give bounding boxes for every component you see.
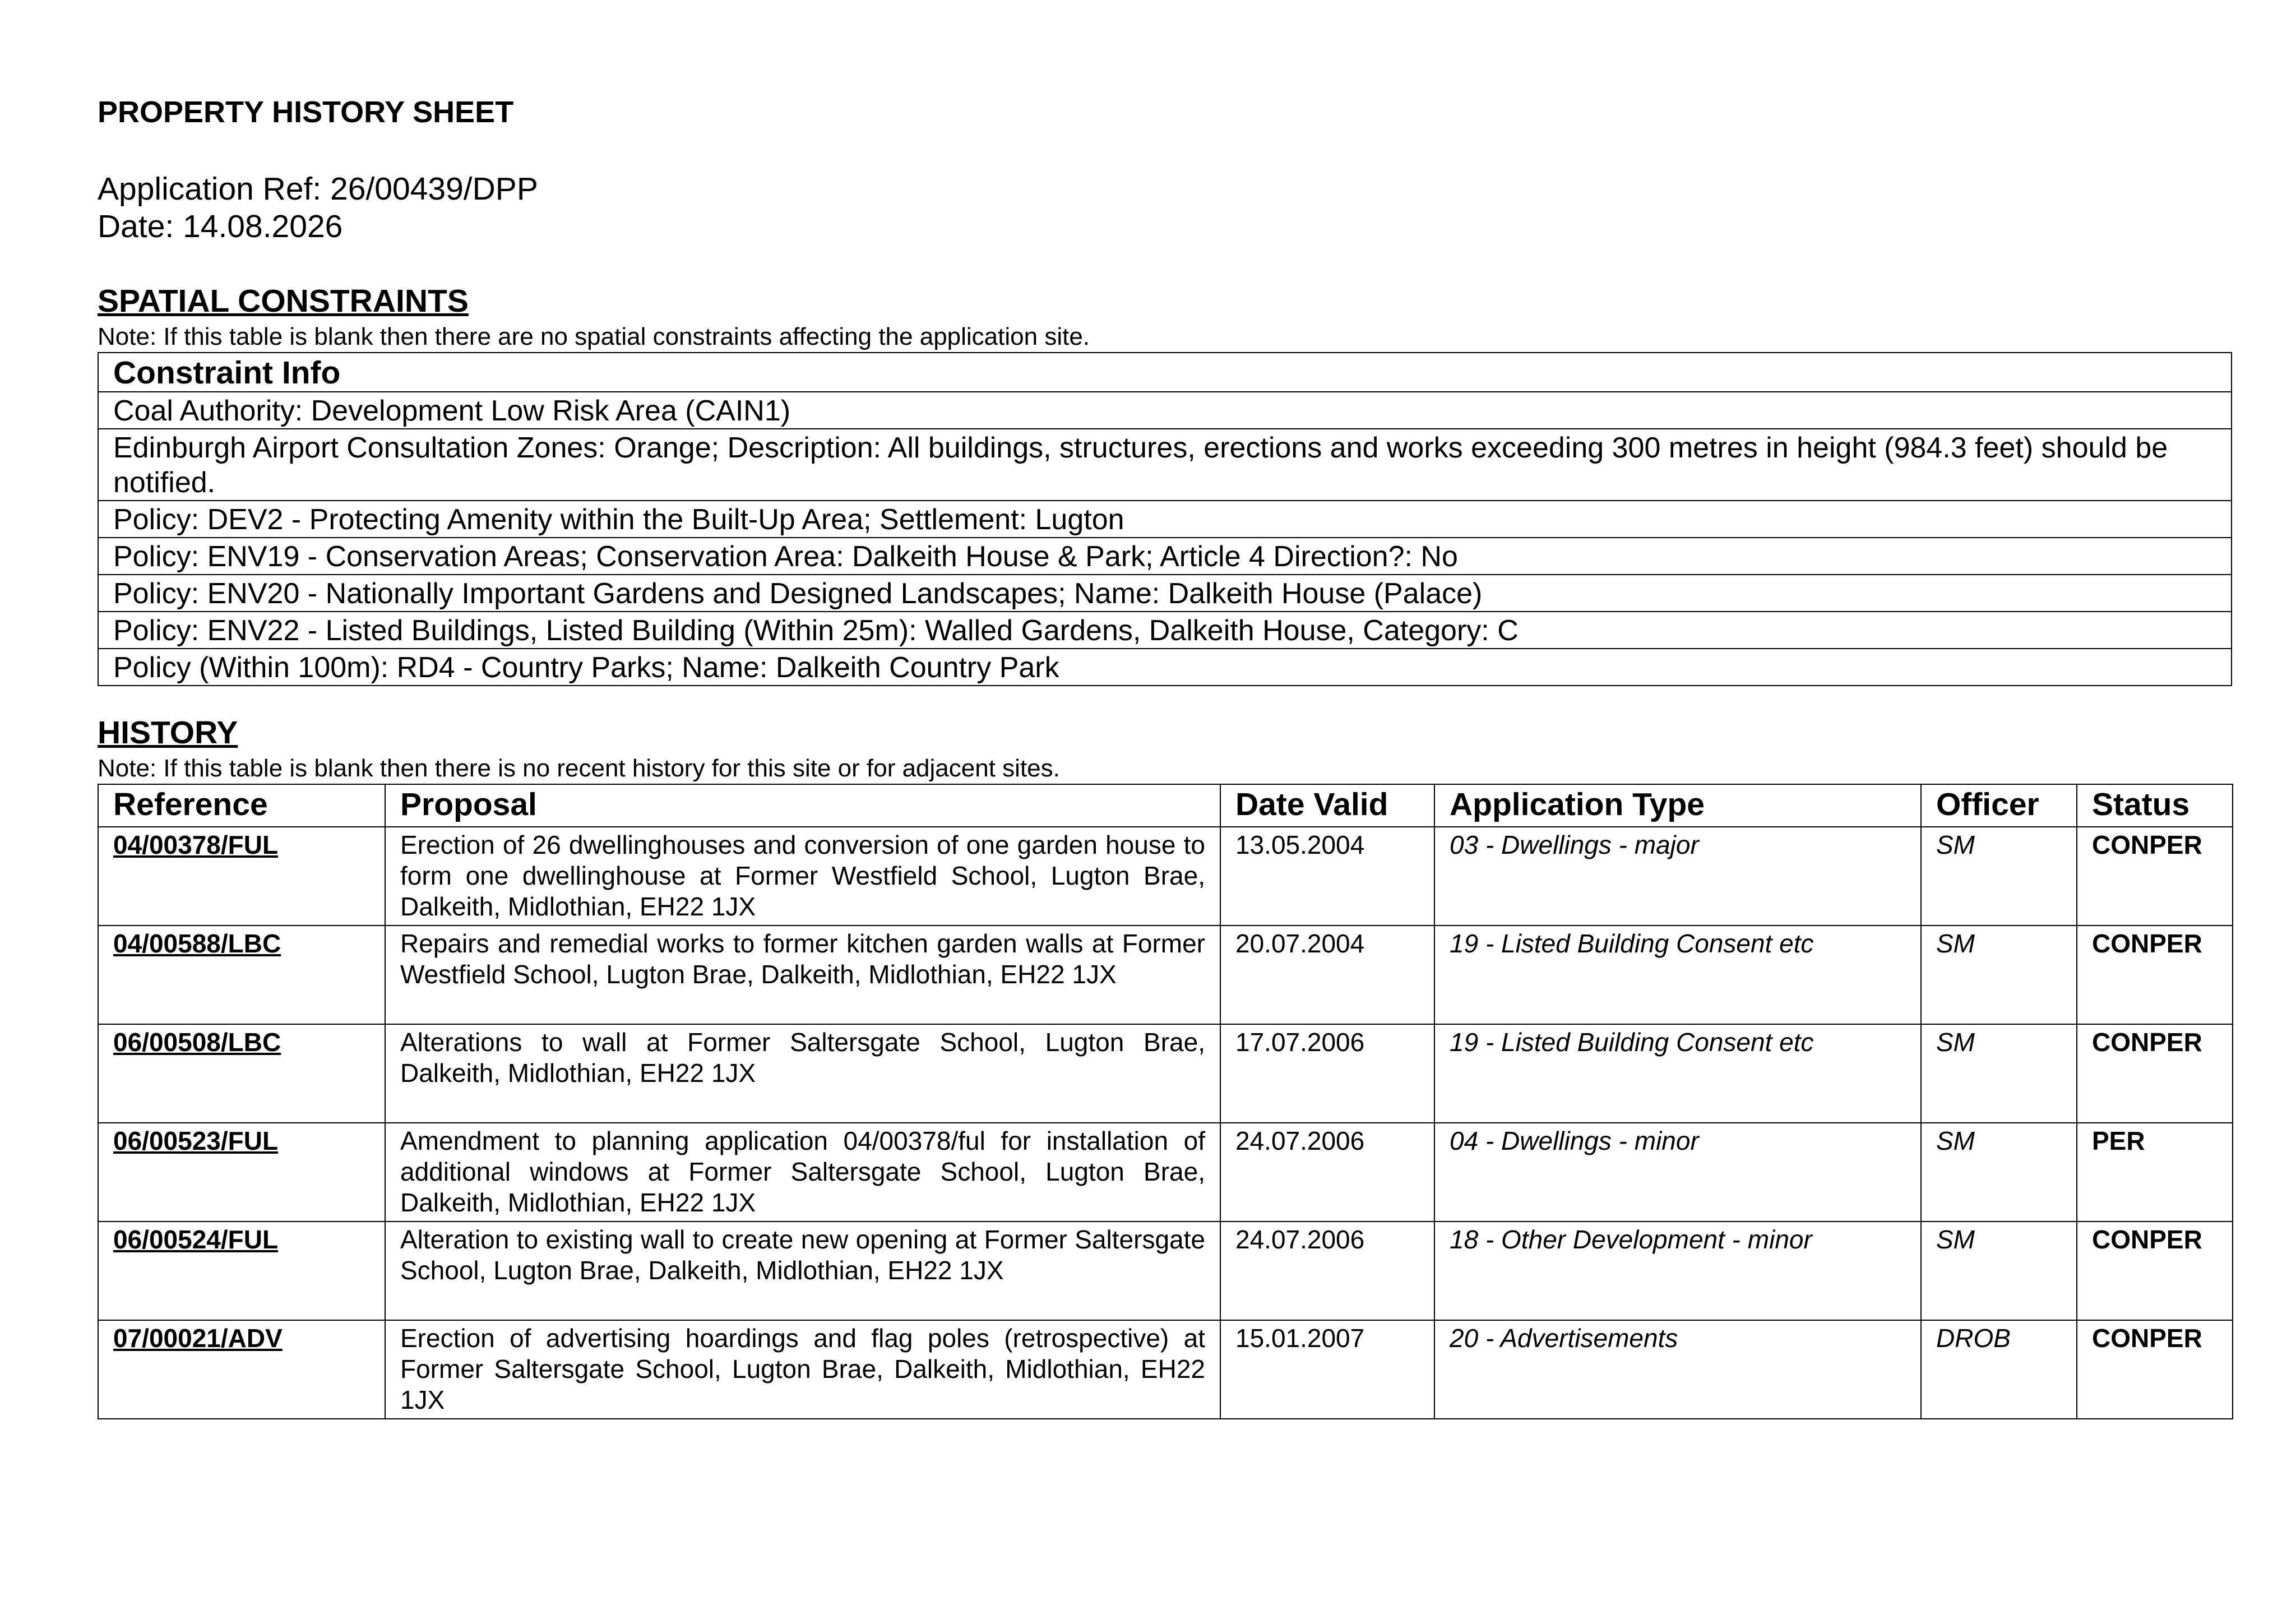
table-row — [98, 1320, 2233, 1419]
reference-link[interactable]: 07/00021/ADV — [98, 1320, 385, 1419]
spatial-constraints-heading: SPATIAL CONSTRAINTS — [98, 283, 469, 319]
reference-link[interactable]: 06/00523/FUL — [98, 1123, 385, 1222]
application-type-cell: 20 - Advertisements — [1434, 1320, 1921, 1419]
reference-header: Reference — [98, 784, 385, 827]
officer-cell: DROB — [1921, 1320, 2077, 1419]
document-title: PROPERTY HISTORY SHEET — [98, 95, 514, 129]
constraint-cell: Policy: DEV2 - Protecting Amenity within the Built-Up Area; Settlement: Lugton — [98, 501, 2232, 538]
status-cell: CONPER — [2077, 1320, 2233, 1419]
constraint-info-header: Constraint Info — [98, 353, 2232, 392]
history-header-row — [98, 784, 2233, 827]
application-type-cell: 18 - Other Development - minor — [1434, 1222, 1921, 1320]
table-row — [98, 926, 2233, 1024]
status-header: Status — [2077, 784, 2233, 827]
reference-link[interactable]: 04/00378/FUL — [98, 827, 385, 926]
table-row — [98, 649, 2232, 686]
status-cell: PER — [2077, 1123, 2233, 1222]
constraint-cell: Coal Authority: Development Low Risk Area (CAIN1) — [98, 392, 2232, 429]
spatial-constraints-note: Note: If this table is blank then there are no spatial constraints affecting the application site. — [98, 323, 1090, 350]
application-type-cell: 04 - Dwellings - minor — [1434, 1123, 1921, 1222]
proposal-cell: Alteration to existing wall to create new opening at Former Saltersgate School, Lugton Brae, Dalkeith, Midlothian, EH22 1JX — [385, 1222, 1220, 1320]
date-valid-cell: 24.07.2006 — [1220, 1123, 1434, 1222]
table-row — [98, 612, 2232, 649]
officer-cell: SM — [1921, 1123, 2077, 1222]
history-note: Note: If this table is blank then there is no recent history for this site or for adjacent sites. — [98, 755, 1060, 782]
reference-link[interactable]: 04/00588/LBC — [98, 926, 385, 1024]
application-type-header: Application Type — [1434, 784, 1921, 827]
constraint-cell: Policy: ENV20 - Nationally Important Gardens and Designed Landscapes; Name: Dalkeith House (Palace) — [98, 575, 2232, 612]
officer-cell: SM — [1921, 1024, 2077, 1123]
officer-cell: SM — [1921, 1222, 2077, 1320]
table-row — [98, 1222, 2233, 1320]
officer-cell: SM — [1921, 827, 2077, 926]
reference-link[interactable]: 06/00508/LBC — [98, 1024, 385, 1123]
reference-link[interactable]: 06/00524/FUL — [98, 1222, 385, 1320]
proposal-cell: Amendment to planning application 04/00378/ful for installation of additional windows at Former Saltersgate School, Lugton Brae, Dalkeith, Midlothian, EH22 1JX — [385, 1123, 1220, 1222]
status-cell: CONPER — [2077, 827, 2233, 926]
constraint-cell: Policy: ENV19 - Conservation Areas; Conservation Area: Dalkeith House & Park; Article 4 Direction?: No — [98, 538, 2232, 575]
constraints-header-row — [98, 353, 2232, 392]
constraint-cell: Edinburgh Airport Consultation Zones: Orange; Description: All buildings, structures, erections and works exceeding 300 metres in height (984.3 feet) should be notified. — [98, 429, 2232, 501]
proposal-cell: Erection of advertising hoardings and flag poles (retrospective) at Former Saltersgate School, Lugton Brae, Dalkeith, Midlothian, EH22 1JX — [385, 1320, 1220, 1419]
status-cell: CONPER — [2077, 1222, 2233, 1320]
history-heading: HISTORY — [98, 715, 238, 751]
table-row — [98, 827, 2233, 926]
proposal-header: Proposal — [385, 784, 1220, 827]
date-valid-cell: 17.07.2006 — [1220, 1024, 1434, 1123]
constraint-cell: Policy: ENV22 - Listed Buildings, Listed Building (Within 25m): Walled Gardens, Dalkeith House, Category: C — [98, 612, 2232, 649]
history-table — [98, 784, 2233, 1419]
table-row — [98, 1123, 2233, 1222]
status-cell: CONPER — [2077, 926, 2233, 1024]
proposal-cell: Repairs and remedial works to former kitchen garden walls at Former Westfield School, Lugton Brae, Dalkeith, Midlothian, EH22 1JX — [385, 926, 1220, 1024]
date-valid-cell: 24.07.2006 — [1220, 1222, 1434, 1320]
date-valid-cell: 20.07.2004 — [1220, 926, 1434, 1024]
constraint-cell: Policy (Within 100m): RD4 - Country Parks; Name: Dalkeith Country Park — [98, 649, 2232, 686]
proposal-cell: Erection of 26 dwellinghouses and conversion of one garden house to form one dwellinghouse at Former Westfield School, Lugton Brae, Dalkeith, Midlothian, EH22 1JX — [385, 827, 1220, 926]
date-valid-cell: 13.05.2004 — [1220, 827, 1434, 926]
application-type-cell: 19 - Listed Building Consent etc — [1434, 926, 1921, 1024]
table-row — [98, 1024, 2233, 1123]
date-valid-cell: 15.01.2007 — [1220, 1320, 1434, 1419]
application-type-cell: 03 - Dwellings - major — [1434, 827, 1921, 926]
table-row — [98, 575, 2232, 612]
officer-header: Officer — [1921, 784, 2077, 827]
table-row — [98, 429, 2232, 501]
application-type-cell: 19 - Listed Building Consent etc — [1434, 1024, 1921, 1123]
application-date: Date: 14.08.2026 — [98, 209, 343, 244]
table-row — [98, 392, 2232, 429]
application-ref: Application Ref: 26/00439/DPP — [98, 171, 538, 207]
table-row — [98, 538, 2232, 575]
officer-cell: SM — [1921, 926, 2077, 1024]
date-valid-header: Date Valid — [1220, 784, 1434, 827]
constraints-table — [98, 352, 2232, 686]
proposal-cell: Alterations to wall at Former Saltersgate School, Lugton Brae, Dalkeith, Midlothian, EH22 1JX — [385, 1024, 1220, 1123]
status-cell: CONPER — [2077, 1024, 2233, 1123]
table-row — [98, 501, 2232, 538]
